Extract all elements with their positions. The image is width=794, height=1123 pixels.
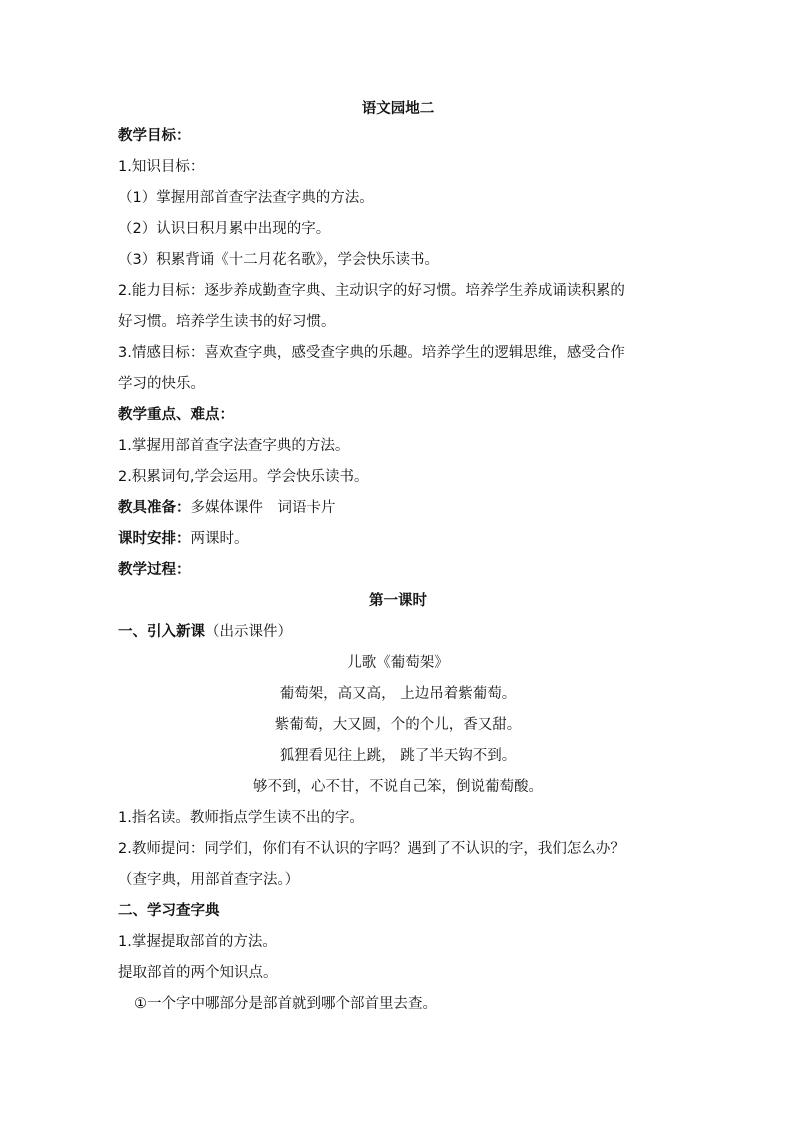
knowledge-objective-label: 1.知识目标： <box>118 159 205 175</box>
key-point-1: 1.掌握用部首查字法查字典的方法。 <box>118 438 350 454</box>
schedule-line <box>118 529 678 560</box>
document-title: 语文园地二 <box>361 101 435 117</box>
poem-line-4: 够不到，心不甘，不说自己笨，倒说葡萄酸。 <box>253 779 543 795</box>
process-heading: 教学过程： <box>118 562 191 578</box>
step-read-aloud: 1.指名读。教师指点学生读不出的字。 <box>118 810 364 826</box>
emotion-objective-line-1: 3.情感目标：喜欢查字典，感受查字典的乐趣。培养学生的逻辑思维，感受合作 <box>118 345 625 361</box>
key-point-2: 2.积累词句,学会运用。学会快乐读书。 <box>118 469 369 485</box>
step-teacher-question: 2.教师提问：同学们，你们有不认识的字吗？遇到了不认识的字，我们怎么办？ <box>118 841 625 857</box>
key-points-heading: 教学重点、难点： <box>118 407 234 423</box>
poem-line-2: 紫葡萄，大又圆，个的个儿，香又甜。 <box>274 717 522 733</box>
ability-objective-line-1: 2.能力目标：逐步养成勤查字典、主动识字的好习惯。培养学生养成诵读积累的 <box>118 283 625 299</box>
section-2-item-3: ①一个字中哪部分是部首就到哪个部首里去查。 <box>134 996 437 1012</box>
knowledge-item-2: （2）认识日积月累中出现的字。 <box>118 221 331 237</box>
materials-label: 教具准备： <box>118 500 191 516</box>
materials-value: 多媒体课件 词语卡片 <box>190 500 336 516</box>
knowledge-item-3: （3）积累背诵《十二月花名歌》，学会快乐读书。 <box>118 252 439 268</box>
step-answer: （查字典，用部首查字法。） <box>118 872 300 888</box>
poem-line-3: 狐狸看见往上跳， 跳了半天钩不到。 <box>279 748 517 764</box>
section-2-item-1: 1.掌握提取部首的方法。 <box>118 934 277 950</box>
section-2-item-2: 提取部首的两个知识点。 <box>118 965 278 981</box>
section-1-heading: 一、引入新课 <box>118 624 205 640</box>
knowledge-item-1: （1）掌握用部首查字法查字典的方法。 <box>118 190 374 206</box>
emotion-objective-line-2: 学习的快乐。 <box>118 376 205 392</box>
lesson-1-title: 第一课时 <box>369 593 427 609</box>
section-1-note: （出示课件） <box>205 624 292 640</box>
poem-line-1: 葡萄架，高又高， 上边吊着紫葡萄。 <box>279 686 517 702</box>
schedule-label: 课时安排： <box>118 531 191 547</box>
materials-line <box>118 498 678 529</box>
section-1-line <box>118 622 678 653</box>
poem-title: 儿歌《葡萄架》 <box>347 655 449 671</box>
objectives-heading: 教学目标： <box>118 128 191 144</box>
schedule-value: 两课时。 <box>190 531 249 547</box>
document-page <box>118 92 678 1025</box>
ability-objective-line-2: 好习惯。培养学生读书的好习惯。 <box>118 314 336 330</box>
section-2-heading: 二、学习查字典 <box>118 903 220 919</box>
